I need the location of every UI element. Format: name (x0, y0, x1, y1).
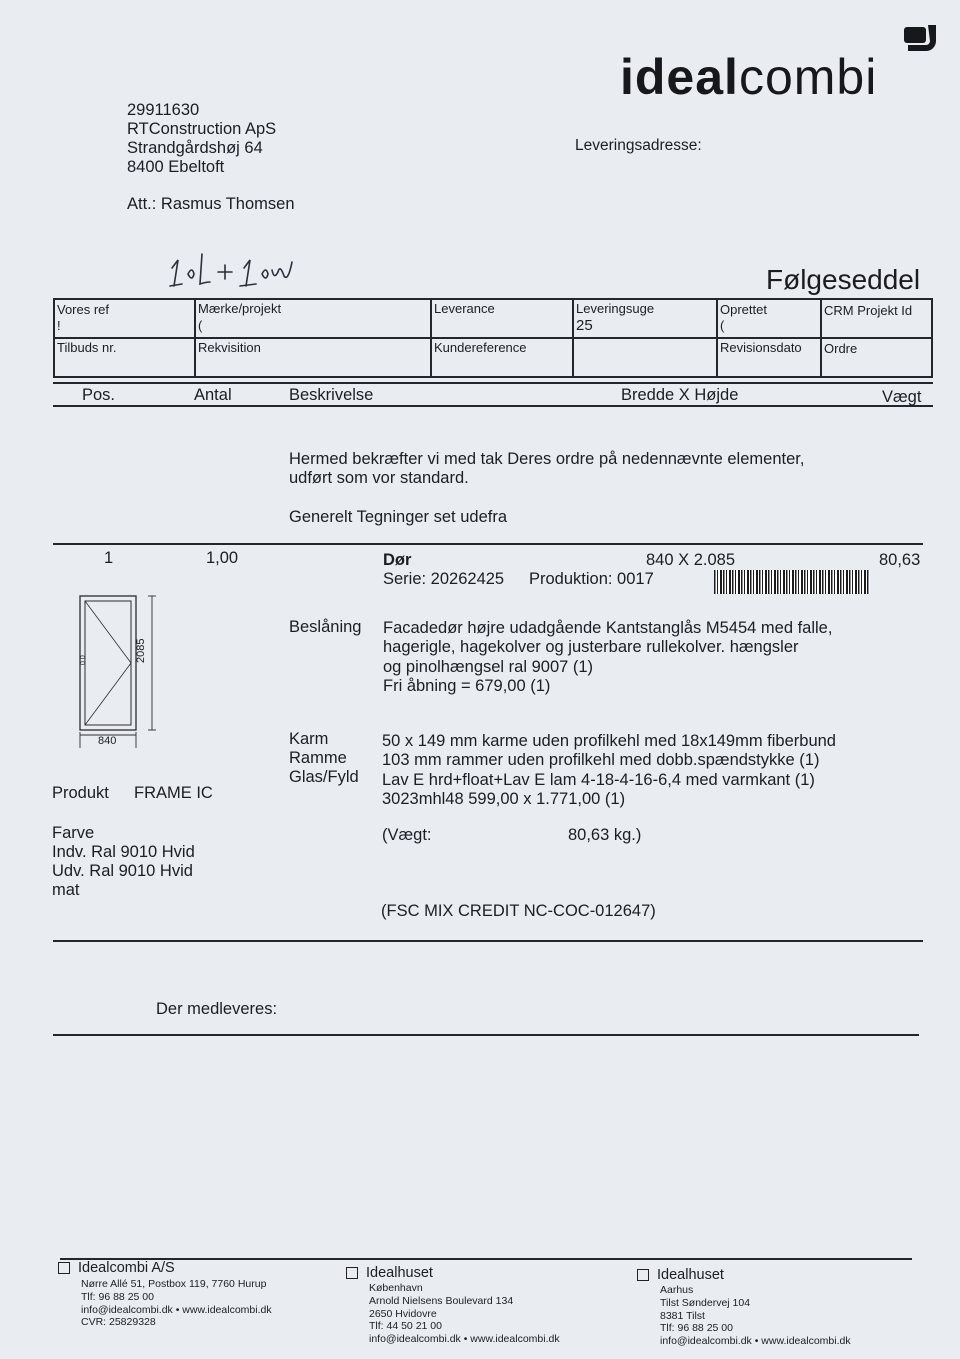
checkbox-idealcombi[interactable] (58, 1262, 70, 1274)
drawing-height-label: 2085 (135, 638, 147, 663)
weight-label: (Vægt: (382, 826, 432, 844)
cell-leverance-label: Leverance (434, 301, 495, 316)
column-antal: Antal (194, 386, 232, 404)
footer-3-line-5: info@idealcombi.dk • www.idealcombi.dk (660, 1335, 851, 1348)
fsc-certification: (FSC MIX CREDIT NC-COC-012647) (381, 902, 656, 920)
beslaaning-text (383, 619, 832, 696)
customer-number: 29911630 (127, 101, 200, 119)
footer-3-line-2: Tilst Søndervej 104 (660, 1296, 751, 1309)
footer-3-line-3: 8381 Tilst (660, 1309, 705, 1322)
cell-revisionsdato-label: Revisionsdato (720, 340, 802, 355)
footer-2-line-4: Tlf: 44 50 21 00 (369, 1320, 442, 1333)
cell-vores-ref-value: ! (57, 318, 61, 333)
item-antal: 1,00 (206, 549, 239, 567)
farve-label: Farve (52, 824, 95, 842)
farve-udv: Udv. Ral 9010 Hvid (52, 862, 193, 880)
cell-leveringsuge-value: 25 (576, 317, 593, 334)
beslaaning-label: Beslåning (289, 618, 362, 636)
cell-oprettet-label: Oprettet (720, 302, 767, 317)
footer-1-line-1: Nørre Allé 51, Postbox 119, 7760 Hurup (81, 1278, 267, 1290)
beslaaning-line-4: Fri åbning = 679,00 (1) (383, 676, 551, 695)
cell-maerke-projekt-value: ( (198, 318, 203, 333)
footer-3-line-1: Aarhus (660, 1284, 694, 1296)
spec-value-ramme: 103 mm rammer uden profilkehl med dobb.spændstykke (1) (382, 751, 820, 770)
drawing-side-mark: 0.0 (80, 655, 87, 665)
farve-block (52, 824, 195, 900)
delivery-address-label: Leveringsadresse: (575, 137, 702, 154)
produkt-value: FRAME IC (134, 784, 213, 802)
footer-2-line-1: København (369, 1282, 423, 1294)
produkt-label: Produkt (52, 784, 109, 802)
customer-attention: Att.: Rasmus Thomsen (127, 195, 295, 213)
footer-1-line-4: CVR: 25829328 (81, 1316, 156, 1329)
beslaaning-line-1: Facadedør højre udadgående Kantstanglås M5454 med falle, (383, 619, 833, 637)
checkbox-idealhuset-aarhus[interactable] (637, 1269, 649, 1281)
idealcombi-logo-mark-icon (904, 23, 938, 55)
footer-name-1: Idealcombi A/S (78, 1260, 175, 1276)
cell-kundereference-label: Kundereference (434, 340, 527, 355)
column-beskrivelse: Beskrivelse (289, 386, 374, 404)
item-weight: 80,63 (879, 551, 921, 569)
door-drawing (74, 592, 164, 752)
spec-value-karm: 50 x 149 mm karme uden profilkehl med 18x149mm fiberbund (382, 732, 836, 750)
footer-2-line-3: 2650 Hvidovre (369, 1307, 437, 1320)
cell-leveringsuge-label: Leveringsuge (576, 301, 655, 316)
footer-idealhuset-aarhus (637, 1267, 937, 1348)
checkbox-idealhuset-kbh[interactable] (346, 1267, 358, 1279)
cell-rekvisition-label: Rekvisition (198, 340, 261, 355)
document-title: Følgeseddel (766, 264, 921, 295)
beslaaning-line-3: og pinolhængsel ral 9007 (1) (383, 657, 594, 676)
footer-2-line-5: info@idealcombi.dk • www.idealcombi.dk (369, 1333, 560, 1346)
farve-mat: mat (52, 881, 80, 899)
company-logo (620, 48, 877, 106)
spec-label-ramme: Ramme (289, 749, 347, 767)
beslaaning-line-2: hagerigle, hagekolver og justerbare rullekolver. hængsler (383, 638, 799, 657)
footer-1-line-3: info@idealcombi.dk • www.idealcombi.dk (81, 1303, 272, 1316)
spec-label-karm: Karm (289, 730, 329, 748)
spec-labels (289, 730, 359, 787)
item-pos: 1 (104, 549, 114, 567)
item-size: 840 X 2.085 (646, 551, 735, 569)
customer-company: RTConstruction ApS (127, 120, 277, 138)
cell-vores-ref-label: Vores ref (57, 302, 110, 317)
logo-light: combi (738, 49, 878, 105)
customer-city: 8400 Ebeltoft (127, 158, 225, 176)
weight-value: 80,63 kg.) (568, 826, 642, 844)
farve-indv: Indv. Ral 9010 Hvid (52, 843, 195, 861)
spec-value-glas: Lav E hrd+float+Lav E lam 4-18-4-16-6,4 med varmkant (1) (382, 770, 815, 789)
item-produktion: Produktion: 0017 (529, 570, 654, 588)
cell-ordre-label: Ordre (824, 341, 858, 356)
intro-drawing-note: Generelt Tegninger set udefra (289, 508, 508, 526)
drawing-width-label: 840 (98, 735, 117, 747)
column-pos: Pos. (82, 386, 116, 404)
spec-values (382, 732, 836, 809)
logo-bold: ideal (620, 49, 739, 105)
intro-line-2: udført som vor standard. (289, 469, 469, 487)
cell-crm-projekt-id-label: CRM Projekt Id (824, 303, 913, 318)
intro-line-1: Hermed bekræfter vi med tak Deres ordre på nedennævnte elementer, (289, 450, 805, 468)
footer-name-2: Idealhuset (366, 1265, 433, 1281)
column-vaegt: Vægt (882, 388, 922, 406)
item-name: Dør (383, 551, 412, 569)
production-barcode (714, 570, 870, 594)
medleveres-label: Der medleveres: (156, 1000, 278, 1018)
spec-label-glas: Glas/Fyld (289, 768, 359, 786)
spec-value-glas-size: 3023mhl48 599,00 x 1.771,00 (1) (382, 789, 626, 808)
handwritten-note (168, 248, 308, 292)
footer-name-3: Idealhuset (657, 1267, 724, 1283)
cell-maerke-projekt-label: Mærke/projekt (198, 301, 282, 316)
cell-tilbuds-nr-label: Tilbuds nr. (57, 340, 117, 355)
intro-text (289, 450, 804, 488)
item-serie: Serie: 20262425 (383, 570, 505, 588)
footer-idealcombi (58, 1260, 338, 1329)
customer-street: Strandgårdshøj 64 (127, 139, 263, 157)
column-bredde-hoejde: Bredde X Højde (621, 386, 739, 404)
footer-idealhuset-kbh (346, 1265, 626, 1346)
customer-address (127, 101, 276, 177)
cell-oprettet-value: ( (720, 318, 725, 333)
footer-1-line-2: Tlf: 96 88 25 00 (81, 1290, 154, 1303)
footer-2-line-2: Arnold Nielsens Boulevard 134 (369, 1294, 514, 1307)
footer-3-line-4: Tlf: 96 88 25 00 (660, 1322, 733, 1335)
